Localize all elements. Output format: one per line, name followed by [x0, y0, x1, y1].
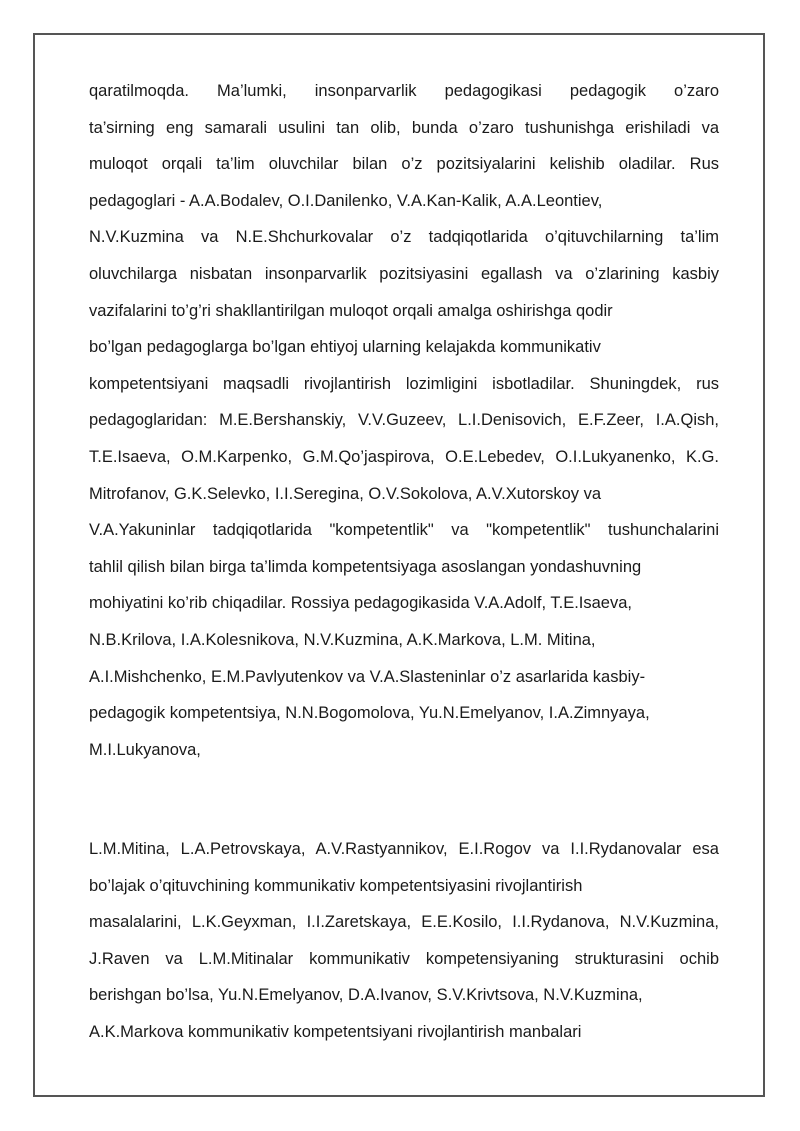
text-line: pedagoglari - A.A.Bodalev, O.I.Danilenko, V.A.Kan-Kalik, A.A.Leontiev, [89, 191, 603, 210]
text-line: kompetentsiyani maqsadli rivojlantirish lozimligini isbotladilar. Shuningdek, rus [89, 374, 719, 393]
text-line: bo’lgan pedagoglarga bo’lgan ehtiyoj ularning kelajakda kommunikativ [89, 338, 601, 357]
text-line: M.I.Lukyanova, [89, 740, 201, 759]
text-line: A.I.Mishchenko, E.M.Pavlyutenkov va V.A.Slasteninlar o’z asarlarida kasbiy- [89, 667, 646, 686]
text-line: berishgan bo’lsa, Yu.N.Emelyanov, D.A.Ivanov, S.V.Krivtsova, N.V.Kuzmina, [89, 986, 643, 1005]
text-line: ta’sirning eng samarali usulini tan olib, bunda o’zaro tushunishga erishiladi va [89, 118, 719, 137]
paragraph-2 [89, 831, 719, 1051]
text-line: Mitrofanov, G.K.Selevko, I.I.Seregina, O.V.Sokolova, A.V.Xutorskoy va [89, 484, 602, 503]
text-line: bo’lajak o’qituvchining kommunikativ kompetentsiyasini rivojlantirish [89, 876, 583, 895]
text-line: masalalarini, L.K.Geyxman, I.I.Zaretskaya, E.E.Kosilo, I.I.Rydanova, N.V.Kuzmina, [89, 913, 719, 932]
text-line: J.Raven va L.M.Mitinalar kommunikativ kompetensiyaning strukturasini ochib [89, 949, 719, 968]
text-line: T.E.Isaeva, O.M.Karpenko, G.M.Qo’jaspirova, O.E.Lebedev, O.I.Lukyanenko, K.G. [89, 447, 719, 466]
text-line: V.A.Yakuninlar tadqiqotlarida "kompetentlik" va "kompetentlik" tushunchalarini [89, 521, 719, 540]
text-line: pedagogik kompetentsiya, N.N.Bogomolova, Yu.N.Emelyanov, I.A.Zimnyaya, [89, 704, 650, 723]
text-line: A.K.Markova kommunikativ kompetentsiyani rivojlantirish manbalari [89, 1022, 582, 1041]
paragraph-1 [89, 73, 719, 768]
text-line: N.V.Kuzmina va N.E.Shchurkovalar o’z tadqiqotlarida o’qituvchilarning ta’lim [89, 228, 719, 247]
text-line: pedagoglaridan: M.E.Bershanskiy, V.V.Guzeev, L.I.Denisovich, E.F.Zeer, I.A.Qish, [89, 411, 719, 430]
text-line: L.M.Mitina, L.A.Petrovskaya, A.V.Rastyannikov, E.I.Rogov va I.I.Rydanovalar esa [89, 840, 719, 858]
text-line: vazifalarini to’g’ri shakllantirilgan muloqot orqali amalga oshirishga qodir [89, 301, 613, 320]
text-line: mohiyatini ko’rib chiqadilar. Rossiya pedagogikasida V.A.Adolf, T.E.Isaeva, [89, 594, 632, 613]
text-line: N.B.Krilova, I.A.Kolesnikova, N.V.Kuzmina, A.K.Markova, L.M. Mitina, [89, 630, 596, 649]
text-line: tahlil qilish bilan birga ta’limda kompetentsiyaga asoslangan yondashuvning [89, 557, 642, 576]
text-line: qaratilmoqda. Ma’lumki, insonparvarlik pedagogikasi pedagogik o’zaro [89, 82, 719, 100]
text-line: oluvchilarga nisbatan insonparvarlik pozitsiyasini egallash va o’zlarining kasbiy [89, 264, 719, 283]
text-line: muloqot orqali ta’lim oluvchilar bilan o’z pozitsiyalarini kelishib oladilar. Rus [89, 155, 719, 174]
page-frame [33, 33, 765, 1097]
